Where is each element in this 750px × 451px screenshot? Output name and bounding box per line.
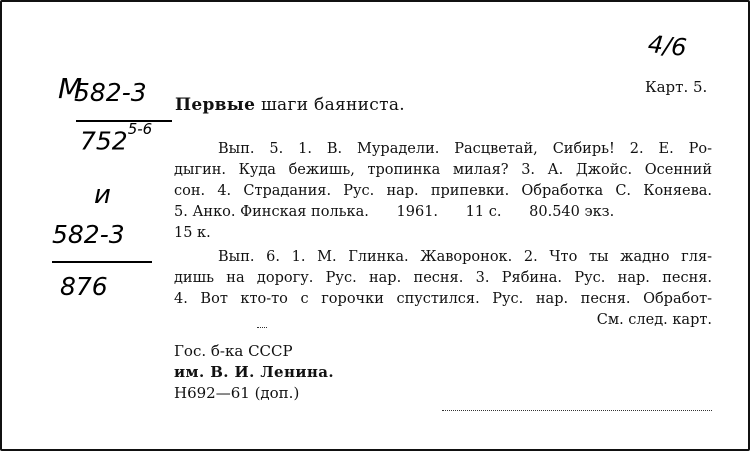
handwritten-shelf-letter: М <box>58 72 83 105</box>
dotted-mark <box>442 410 712 411</box>
issue-6-line: 4. Вот кто-то с горочки спустился. Рус. нар. песня. Обработ- <box>174 291 712 307</box>
fraction-line-2 <box>52 261 152 263</box>
handwritten-code-3: 582-3 <box>52 220 125 249</box>
handwritten-code-2 <box>80 120 153 156</box>
continued-note: См. след. карт. <box>596 312 712 328</box>
title-rest: шаги баяниста. <box>260 95 405 115</box>
card-number: Карт. 5. <box>645 78 708 96</box>
issue-6-line: Вып. 6. 1. М. Глинка. Жаворонок. 2. Что ты жадно гля- <box>218 249 712 265</box>
issue-5-line: 15 к. <box>174 225 211 241</box>
handwritten-code-2-main: 752 <box>80 126 128 156</box>
handwritten-code-1: 582-3 <box>74 78 147 107</box>
handwritten-corner-number: 4/6 <box>646 30 688 62</box>
issue-6-line: дишь на дорогу. Рус. нар. песня. 3. Рябина. Рус. нар. песня. <box>174 270 712 286</box>
library-line-1: Гос. б-ка СССР <box>174 342 293 360</box>
library-line-3: Н692—61 (доп.) <box>174 384 300 402</box>
handwritten-conjunction: и <box>94 180 111 210</box>
title-bold: Первые <box>175 95 256 115</box>
issue-5-entry <box>174 139 712 244</box>
handwritten-code-2-sup: 5-6 <box>127 120 153 138</box>
issue-5-line: дыгин. Куда бежишь, тропинка милая? 3. А. Джойс. Осенний <box>174 162 712 178</box>
issue-5-line: Вып. 5. 1. В. Мурадели. Расцветай, Сибирь! 2. Е. Ро- <box>218 141 712 157</box>
fraction-line-1 <box>76 120 172 122</box>
library-line-2: им. В. И. Ленина. <box>174 363 334 381</box>
dotted-mark <box>257 327 267 328</box>
issue-5-line: сон. 4. Страдания. Рус. нар. припевки. Обработка С. Коняева. <box>174 183 712 199</box>
card-title <box>175 95 405 115</box>
issue-6-entry <box>174 247 712 331</box>
issue-5-line: 5. Анко. Финская полька. 1961. 11 с. 80.540 экз. <box>174 204 615 220</box>
library-imprint <box>174 341 334 404</box>
handwritten-code-4: 876 <box>60 272 108 301</box>
